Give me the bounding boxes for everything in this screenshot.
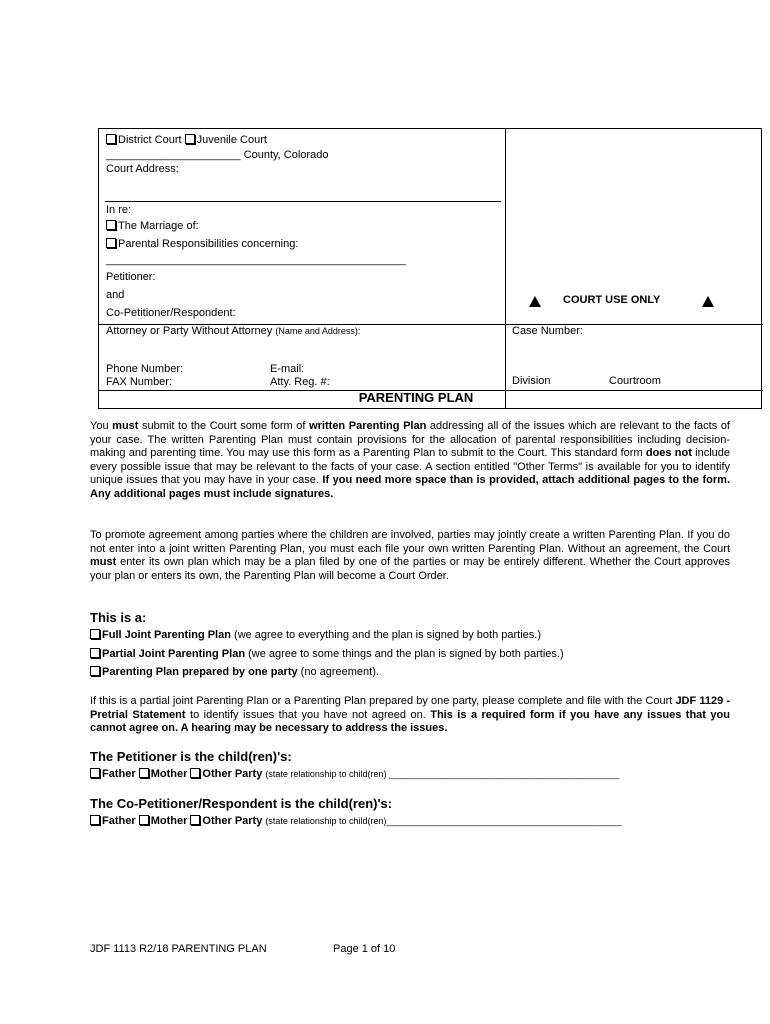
parental-option	[106, 238, 298, 251]
juvenile-court-checkbox[interactable]	[185, 134, 195, 144]
courtroom-label: Courtroom	[609, 375, 661, 387]
copetitioner-relationship-line[interactable]: (state relationship to child(ren)_______________________________________________	[265, 816, 622, 826]
in-re-label: In re:	[106, 204, 132, 216]
marriage-label: The Marriage of:	[118, 220, 199, 232]
attorney-note: (Name and Address):	[275, 326, 361, 336]
county-line[interactable]: ______________________ County, Colorado	[106, 149, 329, 161]
one-party-checkbox[interactable]	[90, 666, 100, 676]
court-address-label: Court Address:	[106, 163, 179, 175]
court-type	[106, 134, 267, 147]
attorney-text: Attorney or Party Without Attorney	[106, 325, 273, 337]
and-label: and	[106, 289, 125, 301]
parental-checkbox[interactable]	[106, 238, 116, 248]
partial-joint-checkbox[interactable]	[90, 648, 100, 658]
fax-label: FAX Number:	[106, 376, 173, 388]
court-use-only: COURT USE ONLY	[563, 294, 661, 306]
marriage-option	[106, 220, 199, 233]
form-title: PARENTING PLAN	[358, 390, 474, 405]
address-line	[105, 201, 501, 202]
parental-label: Parental Responsibilities concerning:	[118, 238, 299, 250]
copetitioner-other-checkbox[interactable]	[190, 815, 200, 825]
up-triangle-icon	[529, 296, 541, 307]
phone-label: Phone Number:	[106, 363, 184, 375]
copetitioner-mother-checkbox[interactable]	[139, 815, 149, 825]
partial-note: If this is a partial joint Parenting Plan or a Parenting Plan prepared by one party, please complete and file with the Court JDF 1129 - Pretrial Statement to identify issues that you have not agreed on. This is a required form if you have any issues that you cannot agree on. A hearing may be necessary to address the issues.	[90, 695, 731, 735]
petitioner-relationship-heading: The Petitioner is the child(ren)'s:	[90, 749, 292, 764]
petitioner-relationship-line[interactable]: (state relationship to child(ren) ______________________________________________	[265, 769, 620, 779]
petitioner-relationship-options: Father Mother Other Party (state relationship to child(ren) ______________________________________________	[90, 768, 619, 780]
atty-reg-label: Atty. Reg. #:	[270, 376, 330, 388]
footer-page-number: Page 1 of 10	[333, 943, 396, 955]
copetitioner-relationship-options: Father Mother Other Party (state relationship to child(ren)_______________________________________________	[90, 815, 622, 827]
division-label: Division	[512, 375, 551, 387]
marriage-checkbox[interactable]	[106, 220, 116, 230]
co-petitioner-label: Co-Petitioner/Respondent:	[106, 307, 236, 319]
petitioner-label: Petitioner:	[106, 271, 156, 283]
attorney-label	[106, 325, 360, 338]
caption-box	[98, 128, 762, 409]
up-triangle-icon	[702, 296, 714, 307]
footer-form-id: JDF 1113 R2/18 PARENTING PLAN	[90, 943, 267, 955]
caption-divider	[505, 129, 506, 409]
juvenile-court-label: Juvenile Court	[196, 134, 267, 146]
plan-type-heading: This is a:	[90, 610, 147, 625]
email-label: E-mail:	[270, 363, 305, 375]
party-name-line[interactable]: _________________________________________________	[106, 254, 406, 266]
petitioner-other-checkbox[interactable]	[190, 768, 200, 778]
district-court-label: District Court	[118, 134, 182, 146]
copetitioner-father-checkbox[interactable]	[90, 815, 100, 825]
district-court-checkbox[interactable]	[106, 134, 116, 144]
full-joint-checkbox[interactable]	[90, 629, 100, 639]
one-party-option: Parenting Plan prepared by one party (no agreement).	[90, 666, 379, 678]
intro-paragraph-2: To promote agreement among parties where the children are involved, parties may jointly create a written Parenting Plan. If you do not enter into a joint written Parenting Plan, you must each file your own written Parenting Plan. Without an agreement, the Court must enter its own plan which may be a plan filed by one of the parties or may be entirely different. Whether the Court approves your plan or enters its own, the Parenting Plan will become a Court Order.	[90, 529, 730, 582]
partial-joint-option: Partial Joint Parenting Plan (we agree to some things and the plan is signed by both parties.)	[90, 648, 564, 660]
copetitioner-relationship-heading: The Co-Petitioner/Respondent is the child(ren)'s:	[90, 796, 393, 811]
petitioner-mother-checkbox[interactable]	[139, 768, 149, 778]
full-joint-option: Full Joint Parenting Plan (we agree to everything and the plan is signed by both parties.)	[90, 629, 541, 641]
petitioner-father-checkbox[interactable]	[90, 768, 100, 778]
case-number-label: Case Number:	[512, 325, 583, 337]
intro-paragraph-1: You must submit to the Court some form of written Parenting Plan addressing all of the issues which are relevant to the facts of your case. The written Parenting Plan must contain provisions for the allocation of parental responsibilities including decision-making and parenting time. You may use this form as a Parenting Plan to submit to the Court. This standard form does not include every possible issue that may be relevant to the facts of your case. A section entitled "Other Terms" is available for you to identify unique issues that you may have in your case. If you need more space than is provided, attach additional pages to the form. Any additional pages must include signatures.	[90, 420, 730, 500]
